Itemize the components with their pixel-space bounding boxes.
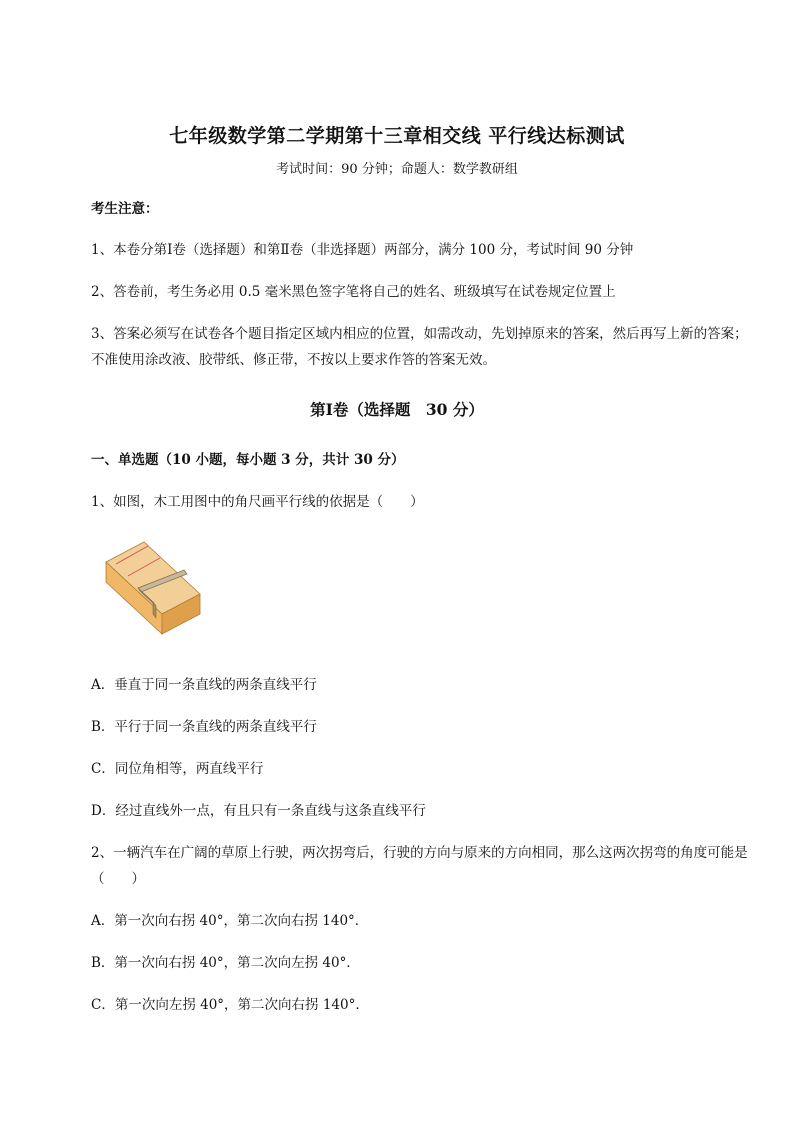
- question-2-stem: 2、一辆汽车在广阔的草原上行驶，两次拐弯后，行驶的方向与原来的方向相同，那么这两次拐弯的角度可能是（ ）: [91, 845, 748, 887]
- q2-option-b: B．第一次向右拐 40°，第二次向左拐 40°．: [91, 955, 360, 971]
- q1-option-b: B．平行于同一条直线的两条直线平行: [91, 719, 317, 735]
- question-1-stem: 1、如图，木工用图中的角尺画平行线的依据是（ ）: [91, 494, 424, 510]
- part-heading: 一、单选题（10 小题，每小题 3 分，共计 30 分）: [91, 452, 405, 468]
- q2-option-c: C．第一次向左拐 40°，第二次向右拐 140°．: [91, 997, 369, 1013]
- section-title: 第Ⅰ卷（选择题 30 分）: [310, 400, 484, 419]
- q1-option-d: D．经过直线外一点，有且只有一条直线与这条直线平行: [91, 803, 426, 819]
- q1-option-a: A．垂直于同一条直线的两条直线平行: [91, 677, 317, 693]
- notice-item-1: 1、本卷分第Ⅰ卷（选择题）和第Ⅱ卷（非选择题）两部分，满分 100 分，考试时间 90 分钟: [91, 242, 634, 258]
- q1-option-c: C．同位角相等，两直线平行: [91, 761, 264, 777]
- q2-option-a: A．第一次向右拐 40°，第二次向右拐 140°．: [91, 913, 369, 929]
- notice-item-3: 3、答案必须写在试卷各个题目指定区域内相应的位置，如需改动，先划掉原来的答案，然后再写上新的答案；不准使用涂改液、胶带纸、修正带，不按以上要求作答的答案无效。: [91, 326, 748, 368]
- wood-block-square-ruler-icon: [104, 540, 204, 636]
- notice-item-2: 2、答卷前，考生务必用 0.5 毫米黑色签字笔将自己的姓名、班级填写在试卷规定位置上: [91, 284, 616, 300]
- notice-heading: 考生注意：: [91, 201, 159, 217]
- page-subtitle: 考试时间：90 分钟；命题人：数学教研组: [276, 162, 518, 177]
- page-title: 七年级数学第二学期第十三章相交线 平行线达标测试: [169, 125, 625, 147]
